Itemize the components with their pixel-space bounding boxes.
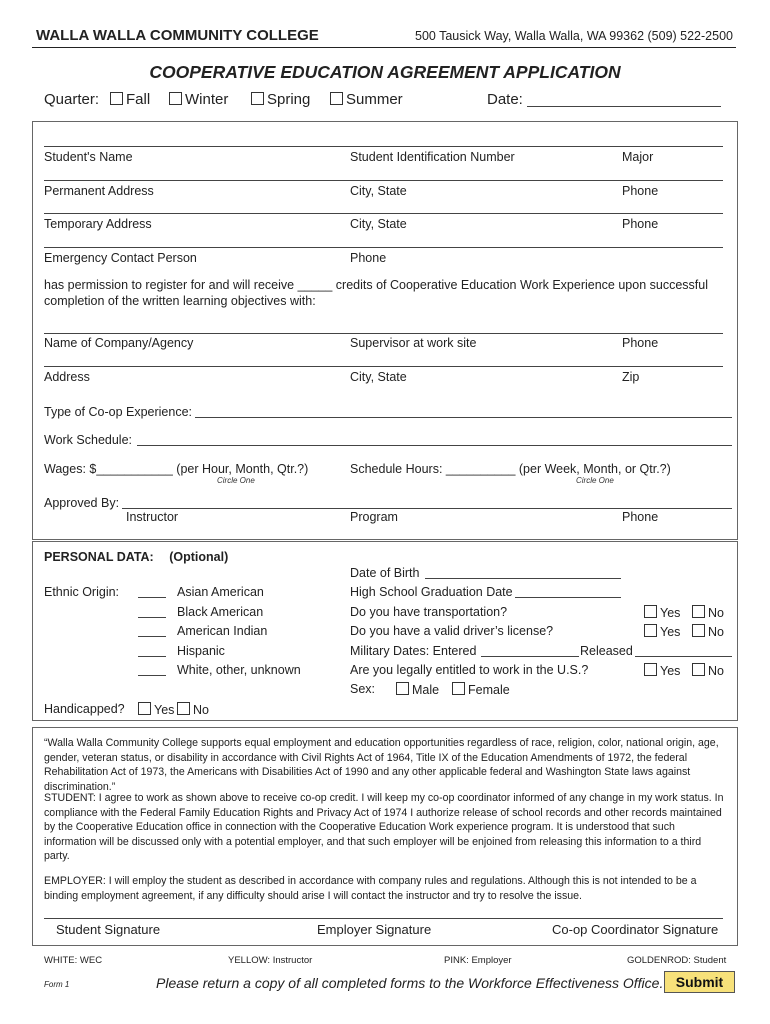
header-divider	[32, 47, 736, 48]
male-label: Male	[412, 683, 440, 697]
temp-phone-label: Phone	[622, 217, 659, 231]
female-checkbox[interactable]	[452, 682, 465, 695]
legal-work-question: Are you legally entitled to work in the U.S.?	[350, 663, 589, 677]
dob-field[interactable]	[425, 578, 621, 579]
emergency-contact-line[interactable]	[44, 247, 723, 248]
optional-note: (Optional)	[169, 550, 229, 564]
page-title: COOPERATIVE EDUCATION AGREEMENT APPLICATION	[149, 62, 621, 82]
handicapped-yes-checkbox[interactable]	[138, 702, 151, 715]
wages-field[interactable]: Wages: $___________ (per Hour, Month, Qtr.?)	[44, 462, 309, 476]
dob-label: Date of Birth	[350, 566, 420, 580]
wages-circle-one-note: Circle One	[217, 476, 255, 485]
quarter-spring[interactable]	[251, 91, 310, 108]
quarter-summer[interactable]	[330, 91, 403, 108]
date-label: Date:	[487, 91, 523, 108]
company-name-line[interactable]	[44, 333, 723, 334]
military-released-label: Released	[580, 644, 633, 658]
company-phone-label: Phone	[622, 336, 659, 350]
coordinator-signature-label: Co-op Coordinator Signature	[552, 922, 719, 937]
hours-circle-one-note: Circle One	[576, 476, 614, 485]
female-label: Female	[468, 683, 510, 697]
permanent-address-line[interactable]	[44, 180, 723, 181]
ethnic-hispanic: Hispanic	[177, 644, 225, 658]
copy-pink: PINK: Employer	[444, 955, 512, 966]
legal-yes-label: Yes	[660, 664, 681, 678]
fall-checkbox[interactable]	[110, 92, 123, 105]
signature-line[interactable]	[44, 918, 723, 919]
male-checkbox[interactable]	[396, 682, 409, 695]
ethnic-blank-4[interactable]	[138, 656, 166, 657]
equal-opportunity-statement: “Walla Walla Community College supports equal employment and education opportunities regardless of race, religion, color, national origin, age, gender, veteran status, or disability in accordance with Civil Rights Act of 1964, Title IX of the Education Amendments of 1972, the federal Rehabilitation Act of 1973, the Americans with Disabilities Act of 1990 and any other applicable federal and Washington State laws against discrimination.”	[44, 737, 719, 793]
coop-type-field[interactable]	[195, 417, 732, 418]
form-number: Form 1	[44, 980, 70, 989]
coop-type-label: Type of Co-op Experience:	[44, 405, 192, 419]
major-label: Major	[622, 150, 654, 164]
copy-white: WHITE: WEC	[44, 955, 103, 966]
college-address: 500 Tausick Way, Walla Walla, WA 99362 (509) 522-2500	[415, 29, 733, 43]
transport-yes-checkbox[interactable]	[644, 605, 657, 618]
handicapped-yes-label: Yes	[154, 703, 175, 717]
instructor-label: Instructor	[126, 510, 179, 524]
ethnic-blank-1[interactable]	[138, 597, 166, 598]
ethnic-white-other: White, other, unknown	[177, 663, 301, 677]
military-entered-field[interactable]	[481, 656, 579, 657]
legal-no-checkbox[interactable]	[692, 663, 705, 676]
license-no-checkbox[interactable]	[692, 624, 705, 637]
sex-male[interactable]	[396, 682, 439, 697]
quarter-fall[interactable]	[110, 91, 150, 108]
winter-checkbox[interactable]	[169, 92, 182, 105]
transportation-question: Do you have transportation?	[350, 605, 508, 619]
company-address-line[interactable]	[44, 366, 723, 367]
ethnic-blank-2[interactable]	[138, 617, 166, 618]
hs-graduation-label: High School Graduation Date	[350, 585, 513, 599]
transport-yes[interactable]	[644, 605, 680, 620]
work-schedule-field[interactable]	[137, 445, 732, 446]
copy-yellow: YELLOW: Instructor	[228, 955, 313, 966]
summer-checkbox[interactable]	[330, 92, 343, 105]
legal-yes[interactable]	[644, 663, 680, 678]
perm-city-state-label: City, State	[350, 184, 407, 198]
personal-heading-text: PERSONAL DATA:	[44, 550, 154, 564]
spring-checkbox[interactable]	[251, 92, 264, 105]
employer-signature-label: Employer Signature	[317, 922, 432, 937]
student-name-line[interactable]	[44, 146, 723, 147]
student-statement: STUDENT: I agree to work as shown above to receive co-op credit. I will keep my co-op coordinator informed of any change in my work status. In compliance with the Federal Family Education Rights and Privacy Act of 1974 I authorize release of school records and other records maintained by the Cooperative Education office in connection with the Cooperative Education Work experience program. It is understood that such information will be discussed only with a potential employer, and that such employer will be enjoined from releasing this information to a third party.	[44, 792, 724, 862]
handicapped-no-label: No	[193, 703, 209, 717]
license-question: Do you have a valid driver’s license?	[350, 624, 554, 638]
license-yes[interactable]	[644, 624, 680, 639]
schedule-hours-field[interactable]: Schedule Hours: __________ (per Week, Month, or Qtr.?)	[350, 462, 671, 476]
permission-statement: has permission to register for and will receive _____ credits of Cooperative Education Work Experience upon successful	[44, 278, 708, 292]
submit-button[interactable]: Submit	[664, 971, 735, 993]
work-schedule-label: Work Schedule:	[44, 433, 133, 447]
legal-no[interactable]	[692, 663, 724, 678]
ethnic-black-american: Black American	[177, 605, 264, 619]
license-no-label: No	[708, 625, 724, 639]
ethnic-blank-5[interactable]	[138, 675, 166, 676]
sex-label: Sex:	[350, 682, 376, 696]
summer-label: Summer	[346, 91, 403, 108]
ethnic-origin-label: Ethnic Origin:	[44, 585, 120, 599]
student-signature-label: Student Signature	[56, 922, 161, 937]
company-city-state-label: City, State	[350, 370, 407, 384]
supervisor-label: Supervisor at work site	[350, 336, 477, 350]
permission-statement-cont: completion of the written learning objectives with:	[44, 294, 316, 308]
temporary-address-line[interactable]	[44, 213, 723, 214]
temporary-address-label: Temporary Address	[44, 217, 152, 231]
return-note: Please return a copy of all completed forms to the Workforce Effectiveness Office.	[156, 975, 664, 991]
permanent-address-label: Permanent Address	[44, 184, 154, 198]
fall-label: Fall	[126, 91, 151, 108]
quarter-label: Quarter:	[44, 91, 100, 108]
personal-data-heading	[44, 550, 228, 564]
date-field[interactable]	[527, 106, 721, 107]
hs-graduation-field[interactable]	[515, 597, 621, 598]
approved-by-field[interactable]	[122, 508, 732, 509]
license-no[interactable]	[692, 624, 724, 639]
ethnic-blank-3[interactable]	[138, 636, 166, 637]
zip-label: Zip	[622, 370, 640, 384]
handicapped-label: Handicapped?	[44, 702, 125, 716]
employer-statement: EMPLOYER: I will employ the student as described in accordance with company rules and regulations. Although this is not intended to be a binding employment agreement, if any difficulty should arise I will contact the instructor and try to resolve the issue.	[44, 875, 697, 902]
handicapped-no[interactable]	[177, 702, 209, 717]
transport-no-checkbox[interactable]	[692, 605, 705, 618]
approved-phone-label: Phone	[622, 510, 659, 524]
handicapped-no-checkbox[interactable]	[177, 702, 190, 715]
program-label: Program	[350, 510, 398, 524]
license-yes-checkbox[interactable]	[644, 624, 657, 637]
student-id-label: Student Identification Number	[350, 150, 515, 164]
approved-by-label: Approved By:	[44, 496, 120, 510]
quarter-winter[interactable]	[169, 91, 228, 108]
ethnic-asian-american: Asian American	[177, 585, 264, 599]
perm-phone-label: Phone	[622, 184, 659, 198]
quarter-row	[44, 91, 99, 108]
emergency-phone-label: Phone	[350, 251, 387, 265]
military-entered-label: Military Dates: Entered	[350, 644, 477, 658]
spring-label: Spring	[267, 91, 311, 108]
temp-city-state-label: City, State	[350, 217, 407, 231]
transport-yes-label: Yes	[660, 606, 681, 620]
license-yes-label: Yes	[660, 625, 681, 639]
company-name-label: Name of Company/Agency	[44, 336, 194, 350]
student-name-label: Student's Name	[44, 150, 133, 164]
legal-no-label: No	[708, 664, 724, 678]
transport-no[interactable]	[692, 605, 724, 620]
legal-yes-checkbox[interactable]	[644, 663, 657, 676]
copy-goldenrod: GOLDENROD: Student	[627, 955, 727, 966]
handicapped-yes[interactable]	[138, 702, 174, 717]
company-address-label: Address	[44, 370, 90, 384]
military-released-field[interactable]	[635, 656, 732, 657]
sex-female[interactable]	[452, 682, 510, 697]
transport-no-label: No	[708, 606, 724, 620]
college-name: WALLA WALLA COMMUNITY COLLEGE	[36, 27, 319, 44]
ethnic-american-indian: American Indian	[177, 624, 268, 638]
emergency-contact-label: Emergency Contact Person	[44, 251, 197, 265]
winter-label: Winter	[185, 91, 229, 108]
